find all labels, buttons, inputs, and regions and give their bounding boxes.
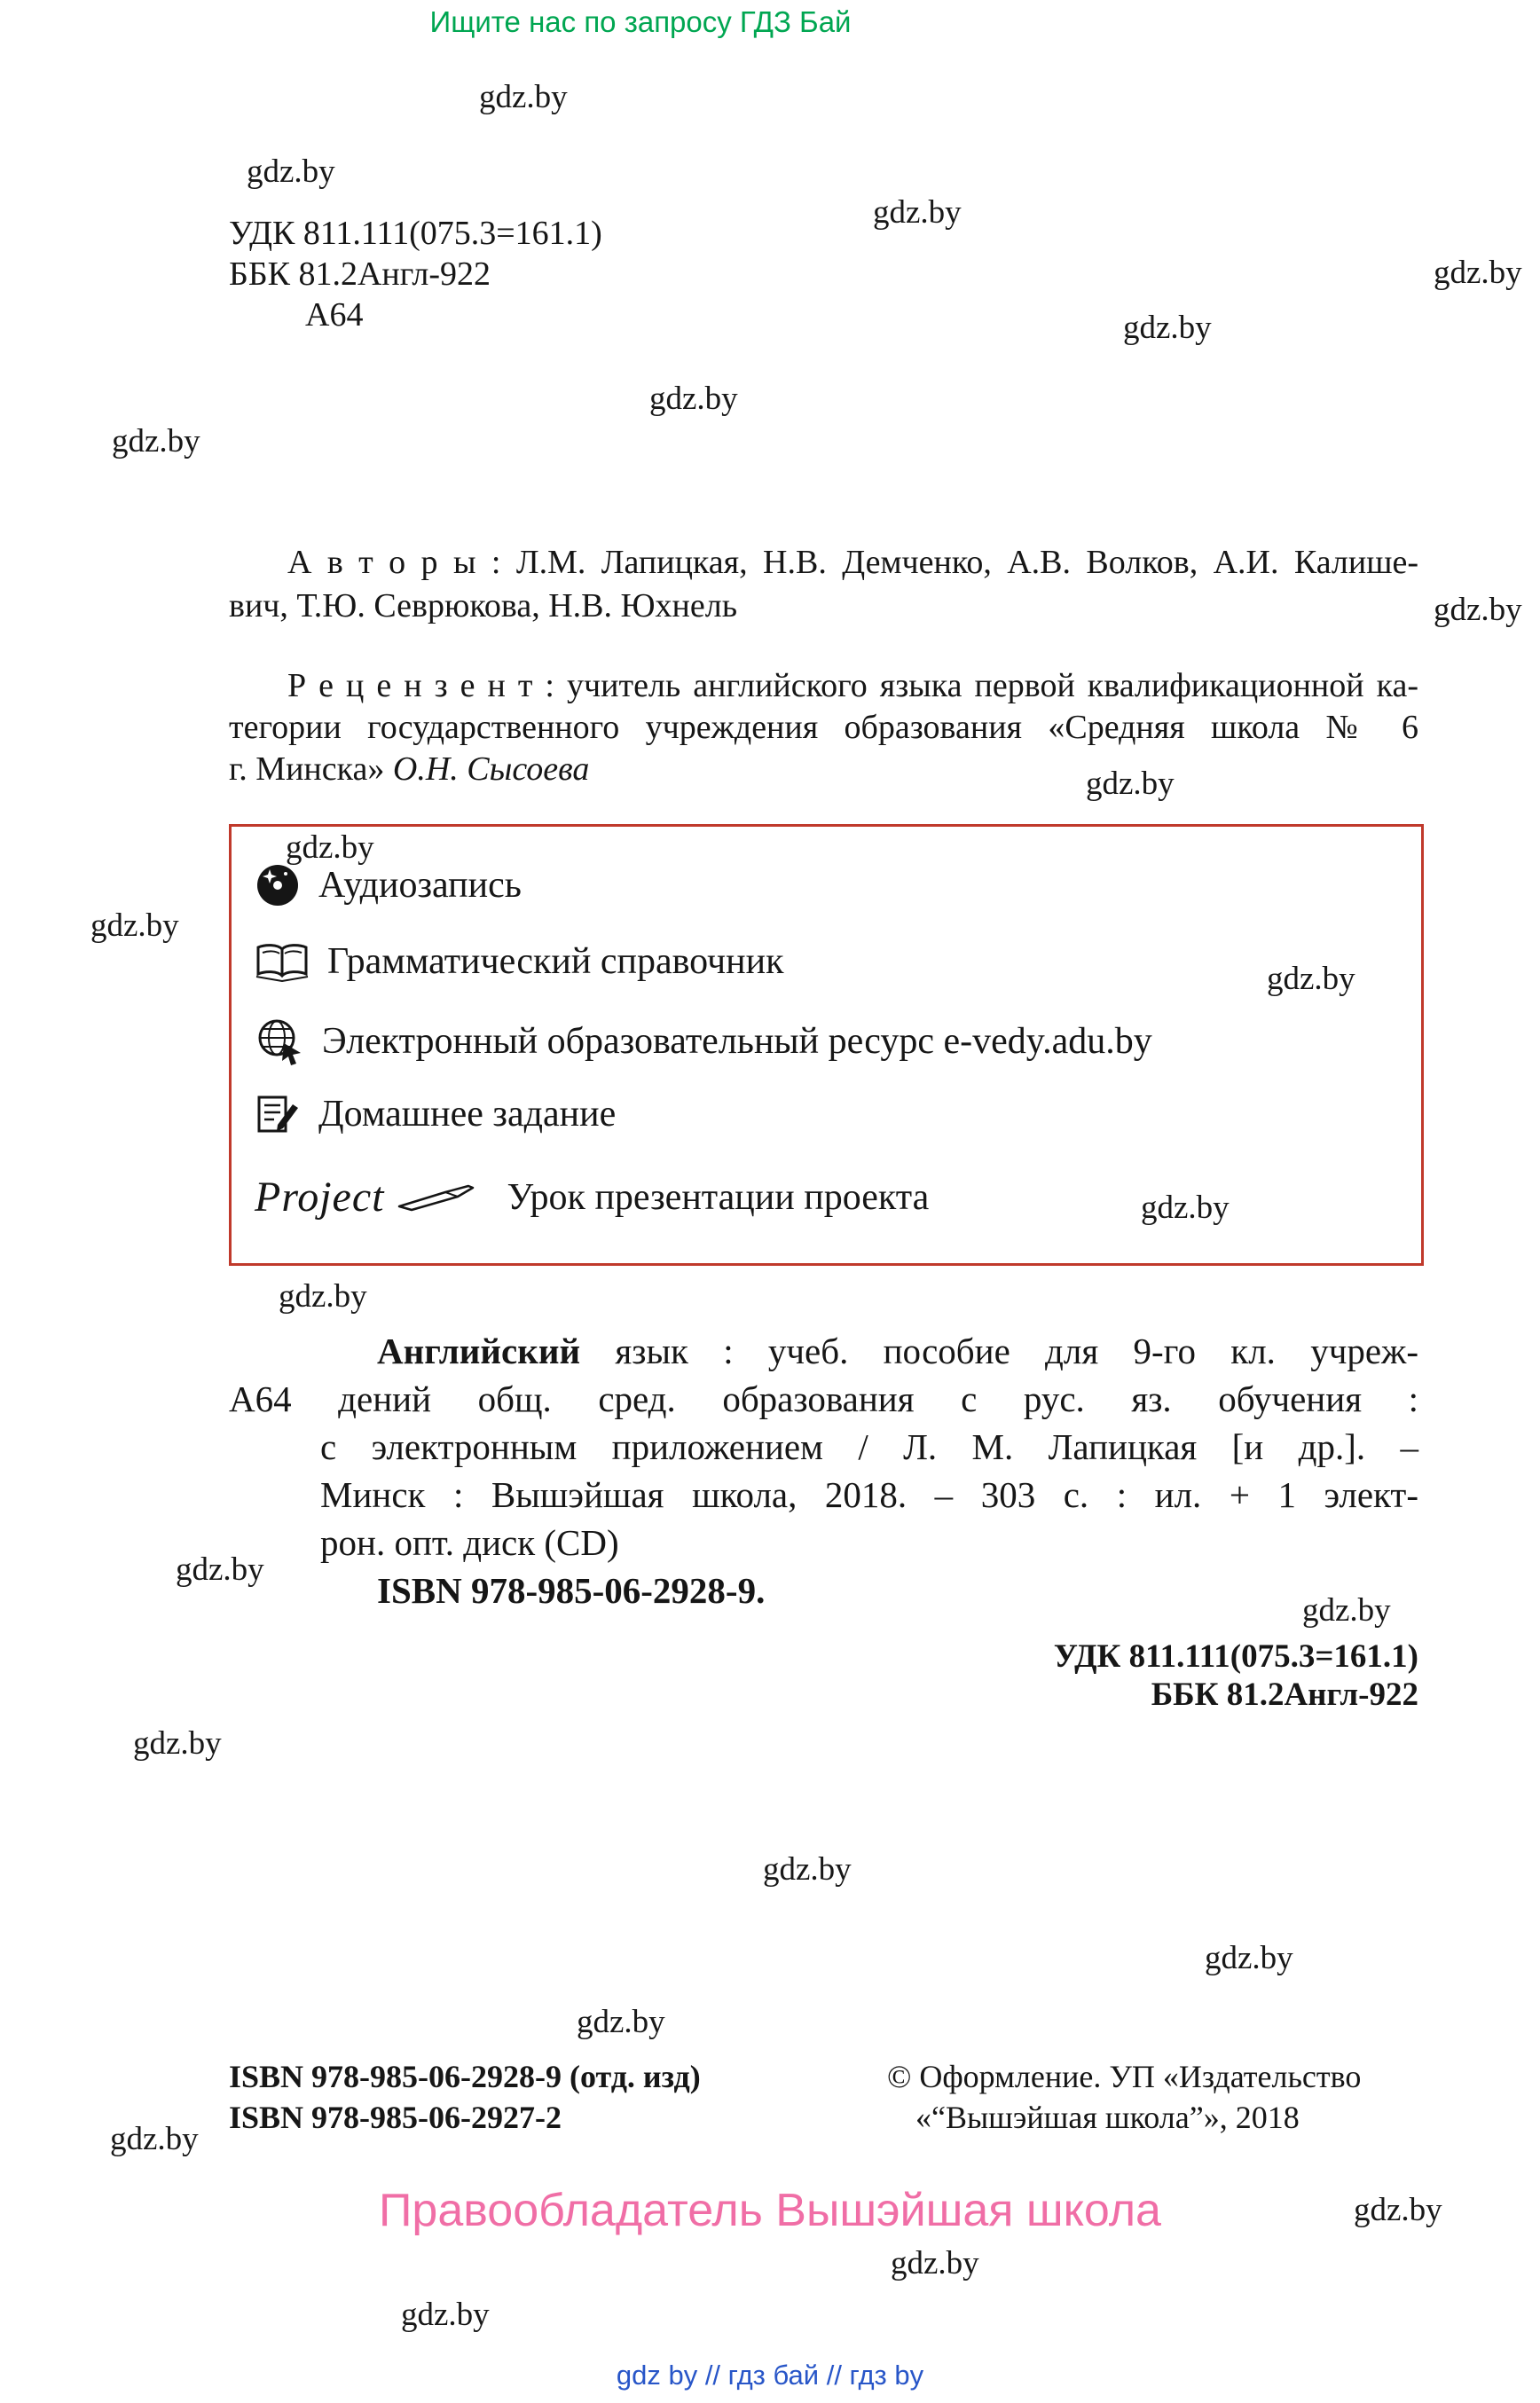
biblio-line: с электронным приложением / Л. М. Лапицкая [и др.]. – (320, 1426, 1418, 1467)
feature-label: Аудиозапись (318, 865, 522, 906)
watermark-text: gdz.by (577, 2004, 665, 2040)
feature-homework (255, 1091, 616, 1137)
watermark-text: gdz.by (1354, 2192, 1442, 2228)
watermark-text: gdz.by (1205, 1940, 1293, 1976)
biblio-text: дений общ. сред. образования с рус. яз. обучения : (338, 1378, 1418, 1419)
reviewer-line (229, 749, 1418, 790)
copyright-line: © Оформление. УП «Издательство (887, 2059, 1362, 2094)
watermark-text: gdz.by (286, 829, 374, 866)
biblio-line: Минск : Вышэйшая школа, 2018. – 303 с. : ил. + 1 элект- (320, 1474, 1418, 1515)
watermark-text: gdz.by (1086, 766, 1175, 802)
bbk-number: ББК 81.2Англ-922 (1151, 1677, 1418, 1713)
authors-names-1: Л.М. Лапицкая, Н.В. Демченко, А.В. Волков, А.И. Калише- (515, 544, 1418, 581)
watermark-text: gdz.by (90, 907, 179, 944)
watermark-text: gdz.by (1302, 1592, 1391, 1629)
media-legend-box (229, 824, 1424, 1266)
reviewer-label: Р е ц е н з е н т : (287, 667, 554, 704)
isbn-line: ISBN 978-985-06-2928-9 (отд. изд) (229, 2059, 701, 2094)
watermark-text: gdz.by (763, 1851, 852, 1888)
udk-number: УДК 811.111(075.3=161.1) (229, 215, 602, 252)
watermark-text: gdz.by (110, 2121, 199, 2157)
grammar-book-icon (255, 941, 310, 982)
watermark-text: gdz.by (873, 194, 962, 231)
author-sign: А64 (305, 296, 364, 334)
isbn-line: ISBN 978-985-06-2927-2 (229, 2100, 562, 2135)
watermark-text: gdz.by (112, 423, 200, 459)
udk-number: УДК 811.111(075.3=161.1) (1053, 1638, 1418, 1675)
project-pen-icon (394, 1183, 475, 1212)
authors-label: А в т о р ы : (287, 544, 501, 581)
watermark-text: gdz.by (1434, 592, 1522, 628)
watermark-text: gdz.by (649, 381, 738, 417)
feature-label: Грамматический справочник (327, 941, 784, 982)
copyright-line: «“Вышэйшая школа”», 2018 (915, 2100, 1300, 2135)
authors-paragraph (229, 541, 1418, 628)
biblio-title: Английский (377, 1331, 581, 1371)
authors-names-2: вич, Т.Ю. Севрюкова, Н.В. Юхнель (229, 587, 738, 624)
top-banner: Ищите нас по запросу ГДЗ Бай (429, 5, 852, 38)
watermark-text: gdz.by (1123, 310, 1212, 346)
biblio-line (229, 1375, 1418, 1423)
isbn-main: ISBN 978-985-06-2928-9. (377, 1570, 766, 1611)
watermark-text: gdz.by (247, 153, 335, 190)
reviewer-line (229, 665, 1418, 707)
reviewer-paragraph (229, 665, 1418, 790)
watermark-text: gdz.by (176, 1551, 264, 1588)
feature-label: Домашнее задание (318, 1094, 617, 1135)
watermark-text: gdz.by (1141, 1190, 1230, 1226)
feature-grammar (255, 940, 784, 983)
bibliographic-entry (229, 1327, 1418, 1614)
biblio-line (229, 1327, 1418, 1375)
reviewer-text-1: учитель английского языка первой квалификационной ка- (567, 667, 1418, 704)
reviewer-name: О.Н. Сысоева (392, 750, 590, 788)
copyright-block (887, 2056, 1361, 2138)
biblio-line: рон. опт. диск (CD) (320, 1522, 619, 1563)
watermark-text: gdz.by (133, 1725, 222, 1762)
feature-eresource (255, 1017, 1152, 1066)
watermark-text: gdz.by (279, 1278, 367, 1315)
feature-label: Урок презентации проекта (507, 1176, 930, 1218)
isbn-block (229, 2056, 701, 2138)
watermark-text: gdz.by (1434, 255, 1522, 291)
watermark-text: gdz.by (891, 2245, 979, 2281)
bottom-banner: gdz by // гдз бай // гдз by (616, 2360, 924, 2391)
feature-audio (255, 862, 522, 908)
bbk-number: ББК 81.2Англ-922 (229, 255, 491, 293)
watermark-text: gdz.by (401, 2297, 490, 2333)
classification-top (229, 213, 602, 335)
feature-project (255, 1173, 929, 1221)
reviewer-text-2: тегории государственного учреждения образования «Средняя школа № 6 (229, 709, 1418, 746)
watermark-text: gdz.by (1267, 961, 1355, 997)
rights-holder-text: Правообладатель Вышэйшая школа (379, 2185, 1161, 2236)
project-script-word: Project (255, 1174, 385, 1221)
biblio-text: язык : учеб. пособие для 9-го кл. учреж- (615, 1331, 1418, 1371)
globe-icon (255, 1017, 304, 1066)
authors-line (229, 541, 1418, 585)
homework-icon (255, 1091, 301, 1137)
author-sign: А64 (229, 1378, 292, 1419)
audio-disc-icon (255, 862, 301, 908)
watermark-text: gdz.by (479, 79, 568, 115)
reviewer-text-3: г. Минска» (229, 750, 385, 788)
classification-bottom (1054, 1637, 1418, 1714)
feature-label: Электронный образовательный ресурс e-vedy.adu.by (322, 1021, 1152, 1062)
